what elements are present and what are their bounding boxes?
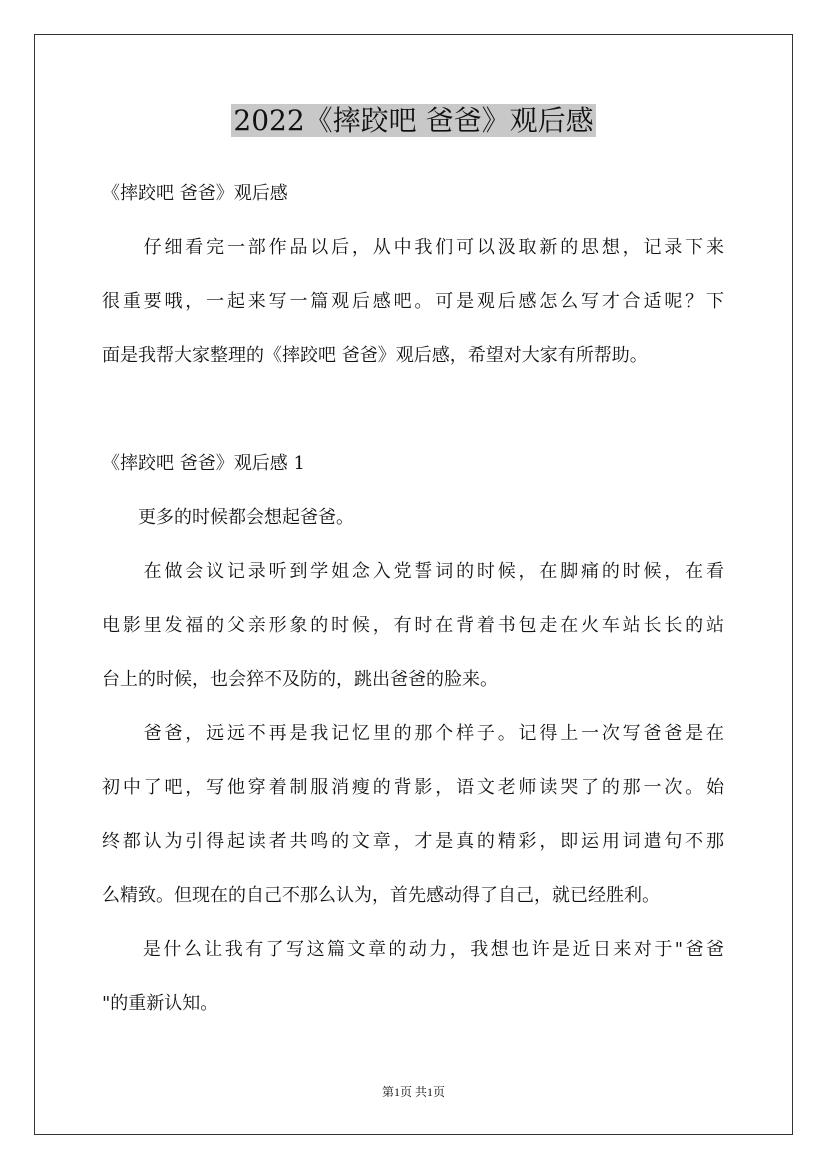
body-line-5: 爸爸，远远不再是我记忆里的那个样子。记得上一次写爸爸是在 bbox=[102, 723, 724, 744]
section-heading: 《摔跤吧 爸爸》观后感 1 bbox=[102, 453, 305, 474]
body-line-2: 在做会议记录听到学姐念入党誓词的时候，在脚痛的时候，在看 bbox=[102, 561, 724, 582]
body-line-7: 终都认为引得起读者共鸣的文章，才是真的精彩，即运用词遣句不那 bbox=[102, 831, 724, 852]
body-line-10: "的重新认知。 bbox=[102, 993, 219, 1014]
document-subtitle: 《摔跤吧 爸爸》观后感 bbox=[102, 183, 288, 204]
body-line-1: 更多的时候都会想起爸爸。 bbox=[102, 507, 354, 528]
body-line-3: 电影里发福的父亲形象的时候，有时在背着书包走在火车站长长的站 bbox=[102, 615, 724, 636]
body-line-4: 台上的时候，也会猝不及防的，跳出爸爸的脸来。 bbox=[102, 669, 498, 690]
document-title: 2022《摔跤吧 爸爸》观后感 bbox=[233, 104, 594, 137]
intro-line-1: 仔细看完一部作品以后，从中我们可以汲取新的思想，记录下来 bbox=[102, 237, 724, 258]
intro-line-2: 很重要哦，一起来写一篇观后感吧。可是观后感怎么写才合适呢？下 bbox=[102, 291, 724, 312]
body-line-8: 么精致。但现在的自己不那么认为，首先感动得了自己，就已经胜利。 bbox=[102, 885, 660, 906]
page-number: 第1页 共1页 bbox=[381, 1085, 445, 1099]
body-line-9: 是什么让我有了写这篇文章的动力，我想也许是近日来对于"爸爸 bbox=[102, 939, 724, 960]
intro-line-3: 面是我帮大家整理的《摔跤吧 爸爸》观后感，希望对大家有所帮助。 bbox=[102, 345, 648, 366]
body-line-6: 初中了吧，写他穿着制服消瘦的背影，语文老师读哭了的那一次。始 bbox=[102, 777, 724, 798]
